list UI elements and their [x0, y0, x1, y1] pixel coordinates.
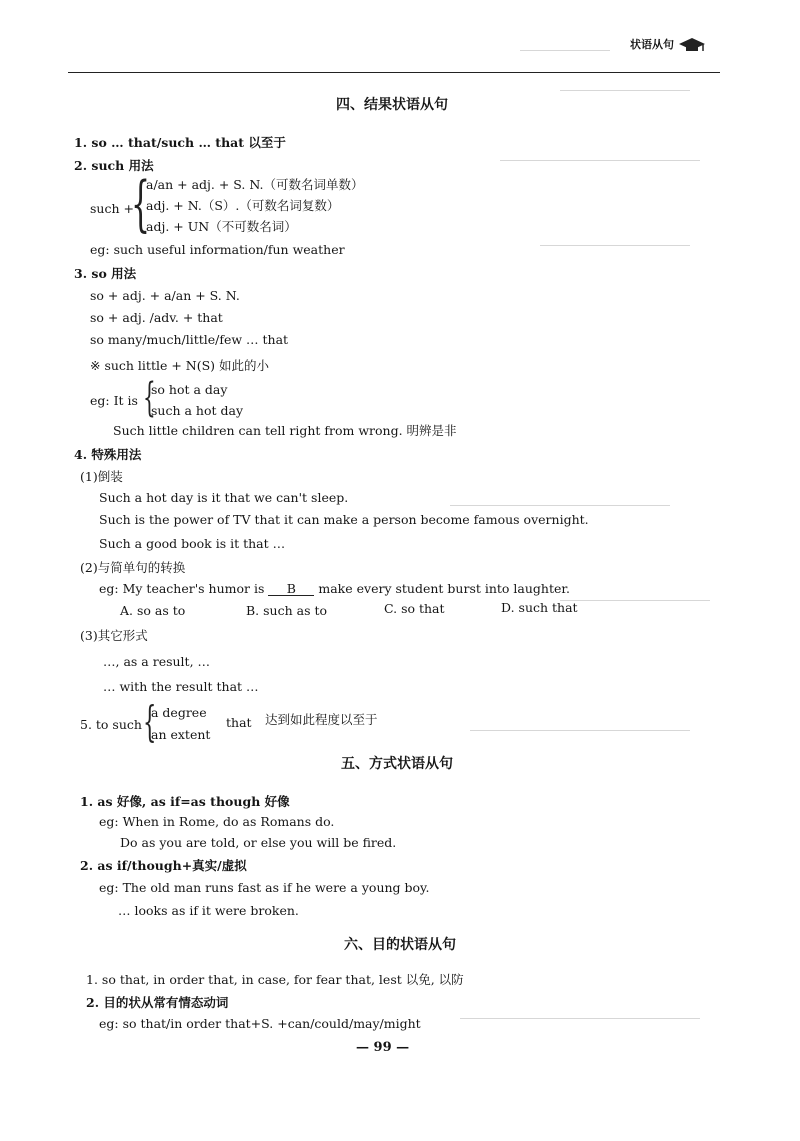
scan-noise: [500, 160, 700, 161]
inversion-line: Such a hot day is it that we can't sleep.: [99, 490, 349, 505]
graduation-cap-icon: [678, 38, 706, 51]
scan-noise: [520, 50, 610, 51]
scan-noise: [460, 1018, 700, 1019]
point-4-5-meaning: 达到如此程度以至于: [265, 712, 378, 727]
example-line: eg: The old man runs fast as if he were a young boy.: [99, 880, 430, 895]
point-6-2: 2. 目的状从常有情态动词: [86, 995, 229, 1010]
subpoint-conversion: (2)与简单句的转换: [80, 560, 186, 575]
point-4-2: 2. such 用法: [74, 158, 154, 173]
question-stem-start: eg: My teacher's humor is: [99, 581, 265, 596]
degree-item: a degree: [151, 705, 207, 720]
so-line: ※ such little + N(S) 如此的小: [90, 358, 270, 373]
brace-icon: {: [143, 375, 156, 421]
header-rule: [68, 72, 720, 73]
point-4-5-that: that: [226, 715, 252, 730]
option-d: D. such that: [501, 600, 578, 615]
option-a: A. so as to: [120, 603, 186, 618]
example-line: Do as you are told, or else you will be fired.: [120, 835, 397, 850]
point-6-1: 1. so that, in order that, in case, for fear that, lest 以免, 以防: [86, 972, 464, 987]
point-4-1: 1. so … that/such … that 以至于: [74, 135, 286, 150]
example-line: … looks as if it were broken.: [118, 903, 299, 918]
scan-noise: [470, 730, 690, 731]
section-title-4: 四、结果状语从句: [336, 97, 448, 113]
scan-noise: [560, 600, 710, 601]
scan-noise: [450, 505, 670, 506]
example-line: eg: so that/in order that+S. +can/could/may/might: [99, 1016, 421, 1031]
so-example-lead: eg: It is: [90, 393, 138, 408]
option-b: B. such as to: [246, 603, 328, 618]
subpoint-other-forms: (3)其它形式: [80, 628, 148, 643]
running-header: [630, 36, 706, 53]
section-title-6: 六、目的状语从句: [344, 937, 456, 953]
other-form-line: … with the result that …: [103, 679, 259, 694]
point-5-2: 2. as if/though+真实/虚拟: [80, 858, 247, 873]
such-item: adj. + N.（S）.（可数名词复数）: [146, 198, 340, 213]
point-4-4: 4. 特殊用法: [74, 447, 142, 462]
inversion-line: Such a good book is it that …: [99, 536, 286, 551]
so-line: so many/much/little/few … that: [90, 332, 289, 347]
section-title-5: 五、方式状语从句: [341, 756, 453, 772]
point-5-1: 1. as 好像, as if=as though 好像: [80, 794, 290, 809]
such-lead: such +: [90, 201, 134, 216]
so-example-extra: Such little children can tell right from wrong. 明辨是非: [113, 423, 457, 438]
page-number: — 99 —: [356, 1040, 410, 1055]
point-4-5-lead: 5. to such: [80, 717, 142, 732]
subpoint-inversion: (1)倒装: [80, 469, 123, 484]
question: [99, 581, 570, 596]
so-example-item: so hot a day: [151, 382, 228, 397]
scan-noise: [560, 90, 690, 91]
scan-noise: [540, 245, 690, 246]
running-header-title: 状语从句: [630, 38, 674, 51]
answer-blank: B: [268, 582, 314, 596]
brace-icon: {: [131, 169, 151, 239]
brace-icon: {: [143, 697, 157, 746]
such-example: eg: such useful information/fun weather: [90, 242, 345, 257]
other-form-line: …, as a result, …: [103, 654, 211, 669]
point-4-3: 3. so 用法: [74, 266, 137, 281]
example-line: eg: When in Rome, do as Romans do.: [99, 814, 335, 829]
such-item: adj. + UN（不可数名词）: [146, 219, 297, 234]
so-example-item: such a hot day: [151, 403, 244, 418]
degree-item: an extent: [151, 727, 211, 742]
inversion-line: Such is the power of TV that it can make a person become famous overnight.: [99, 512, 589, 527]
so-line: so + adj. + a/an + S. N.: [90, 288, 240, 303]
so-line: so + adj. /adv. + that: [90, 310, 223, 325]
option-c: C. so that: [384, 601, 445, 616]
question-stem-end: make every student burst into laughter.: [318, 581, 570, 596]
such-item: a/an + adj. + S. N.（可数名词单数）: [146, 177, 364, 192]
